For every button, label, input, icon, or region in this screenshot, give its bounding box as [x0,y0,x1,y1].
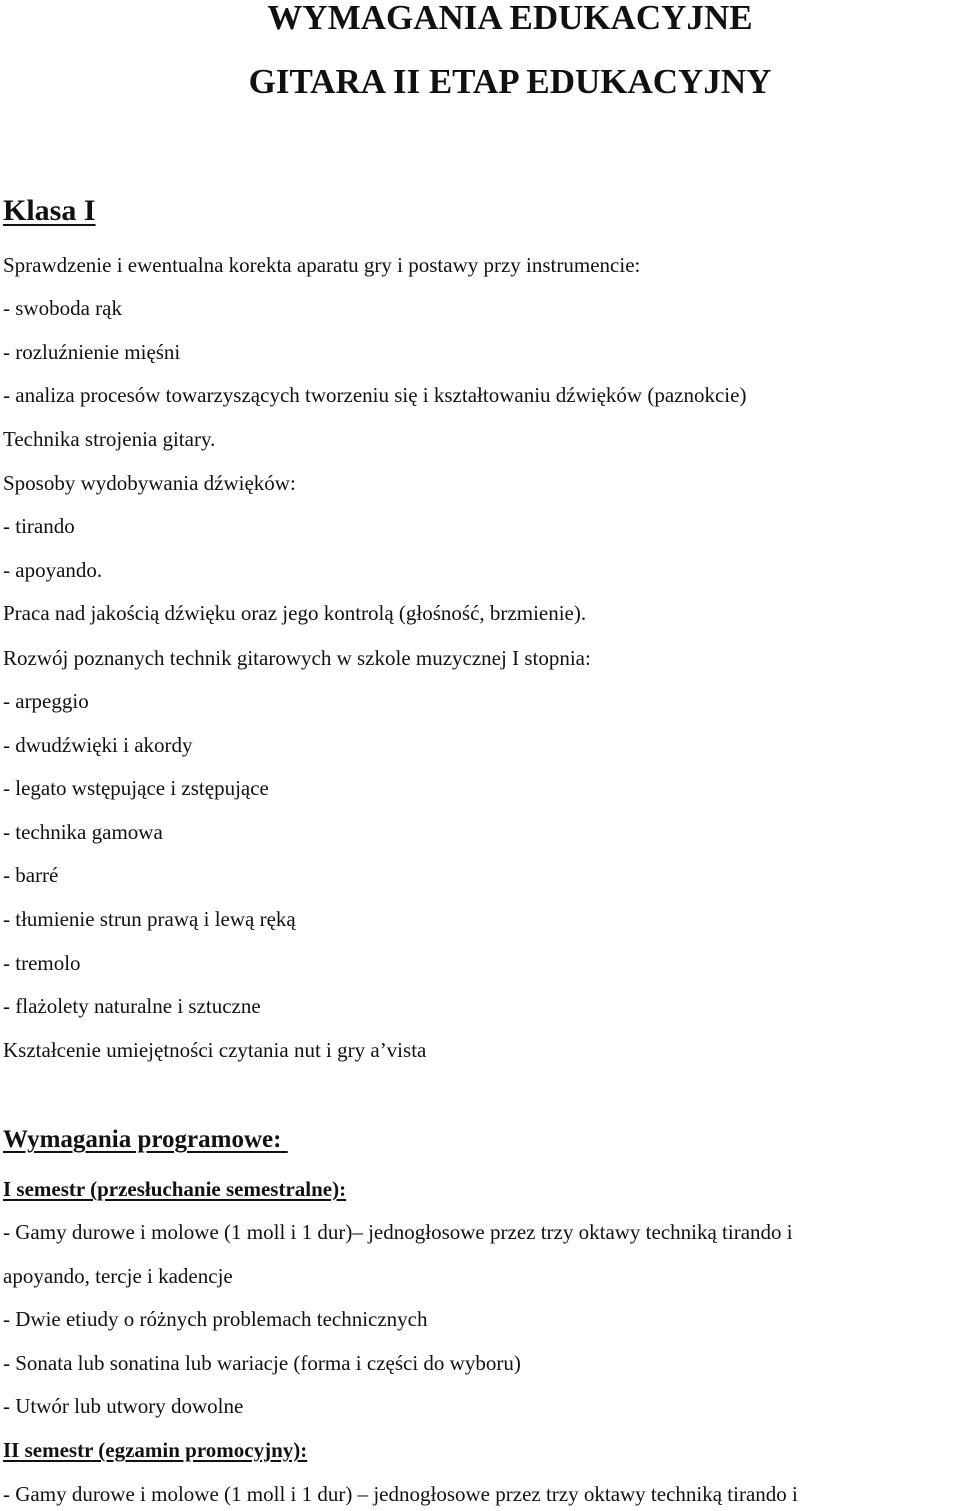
requirements-heading: Wymagania programowe: [3,1126,288,1153]
semester-2-heading: II semestr (egzamin promocyjny): [3,1438,308,1462]
list-item: - Dwie etiudy o różnych problemach technicznych [3,1307,428,1331]
list-item: - Gamy durowe i molowe (1 moll i 1 dur)– jednogłosowe przez trzy oktawy techniką tirando i [3,1220,793,1244]
list-item: - technika gamowa [3,820,163,844]
list-item: - legato wstępujące i zstępujące [3,776,269,800]
list-item: - arpeggio [3,689,89,713]
text-line: Kształcenie umiejętności czytania nut i gry a’vista [3,1038,427,1062]
text-line: Sposoby wydobywania dźwięków: [3,471,296,495]
list-item: - tremolo [3,951,81,975]
list-item: - flażolety naturalne i sztuczne [3,994,261,1018]
text-line: Praca nad jakością dźwięku oraz jego kontrolą (głośność, brzmienie). [3,601,587,625]
list-item: - Gamy durowe i molowe (1 moll i 1 dur) – jednogłosowe przez trzy oktawy techniką tirando i [3,1482,798,1506]
list-item: - swoboda rąk [3,296,122,320]
class-heading: Klasa I [3,194,96,227]
list-item: - tłumienie strun prawą i lewą ręką [3,907,296,931]
text-line: Sprawdzenie i ewentualna korekta aparatu gry i postawy przy instrumencie: [3,253,641,277]
list-item: - analiza procesów towarzyszących tworzeniu się i kształtowaniu dźwięków (paznokcie) [3,383,747,407]
list-item: - dwudźwięki i akordy [3,733,193,757]
semester-1-heading: I semestr (przesłuchanie semestralne): [3,1177,347,1201]
text-line: Rozwój poznanych technik gitarowych w szkole muzycznej I stopnia: [3,646,591,670]
list-item: - Sonata lub sonatina lub wariacje (forma i części do wyboru) [3,1351,521,1375]
list-item: - tirando [3,514,75,538]
list-item: - barré [3,863,59,887]
list-item: - Utwór lub utwory dowolne [3,1394,244,1418]
list-item-continuation: apoyando, tercje i kadencje [3,1264,233,1288]
text-line: Technika strojenia gitary. [3,427,216,451]
list-item: - rozluźnienie mięśni [3,340,181,364]
document-title: WYMAGANIA EDUKACYJNE [267,0,753,37]
document-subtitle: GITARA II ETAP EDUKACYJNY [248,62,772,101]
list-item: - apoyando. [3,558,103,582]
